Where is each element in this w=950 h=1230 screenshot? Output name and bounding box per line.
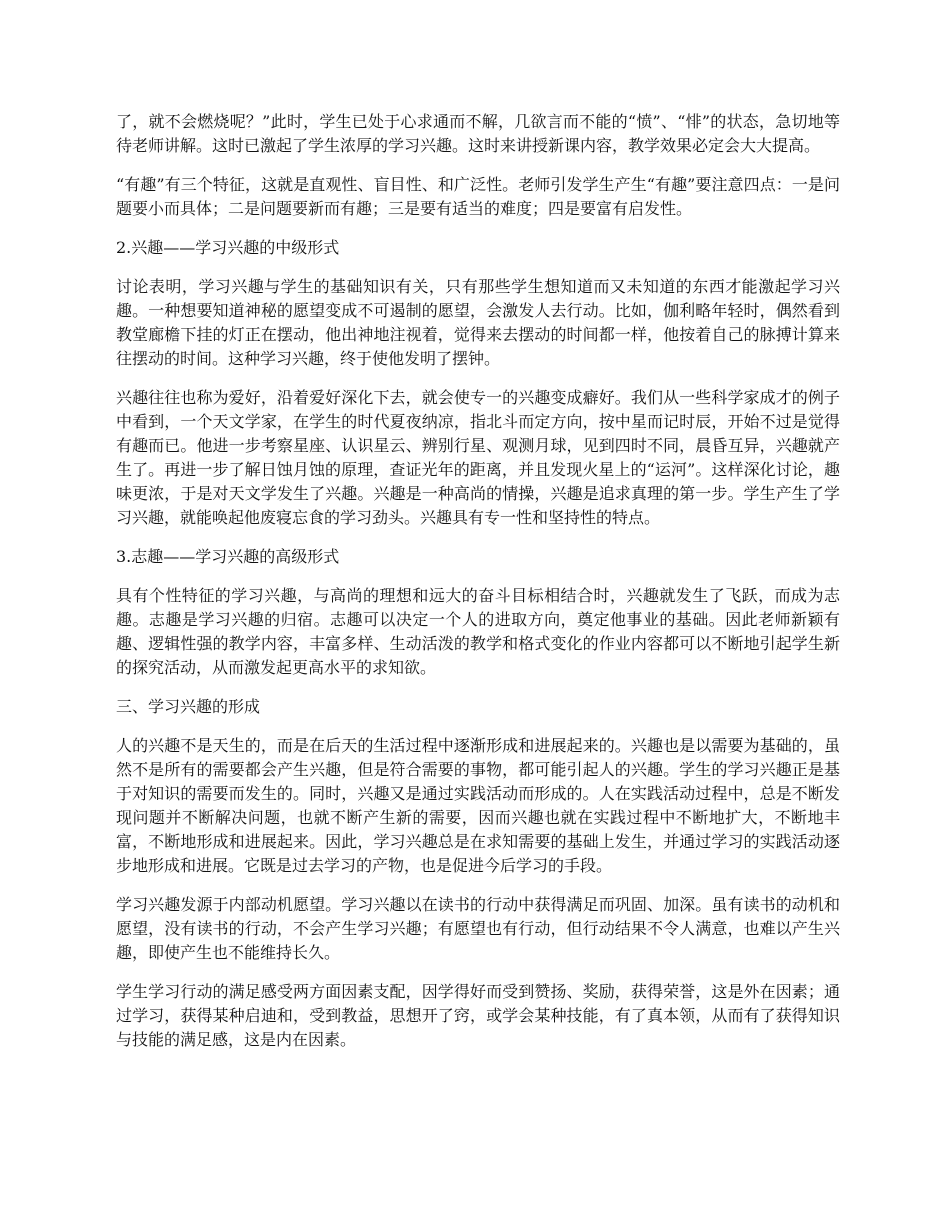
paragraph: 学生学习行动的满足感受两方面因素支配，因学得好而受到赞扬、奖励，获得荣誉，这是外在因素；通过学习，获得某种启迪和，受到教益，思想开了窍，或学会某种技能，有了真本领，从而有了获得知识与技能的满足感，这是内在因素。 [116, 982, 840, 1049]
paragraph: 学习兴趣发源于内部动机愿望。学习兴趣以在读书的行动中获得满足而巩固、加深。虽有读书的动机和愿望，没有读书的行动，不会产生学习兴趣；有愿望也有行动，但行动结果不令人满意，也难以产生兴趣，即使产生也不能维持长久。 [116, 895, 840, 962]
section-heading: 3.志趣——学习兴趣的高级形式 [116, 547, 340, 566]
paragraph: 兴趣往往也称为爱好，沿着爱好深化下去，就会使专一的兴趣变成癖好。我们从一些科学家成才的例子中看到，一个天文学家，在学生的时代夏夜纳凉，指北斗而定方向，按中星而记时辰，开始不过是觉得有趣而已。他进一步考察星座、认识星云、辨别行星、观测月球，见到四时不同，晨昏互异，兴趣就产生了。再进一步了解日蚀月蚀的原理，查证光年的距离，并且发现火星上的“运河”。这样深化讨论，趣味更浓，于是对天文学发生了兴趣。兴趣是一种高尚的情操，兴趣是追求真理的第一步。学生产生了学习兴趣，就能唤起他废寝忘食的学习劲头。兴趣具有专一性和坚持性的特点。 [116, 388, 840, 527]
paragraph: 讨论表明，学习兴趣与学生的基础知识有关，只有那些学生想知道而又未知道的东西才能激起学习兴趣。一种想要知道神秘的愿望变成不可遏制的愿望，会激发人去行动。比如，伽利略年轻时，偶然看到教堂廊檐下挂的灯正在摆动，他出神地注视着，觉得来去摆动的时间都一样，他按着自己的脉搏计算来往摆动的时间。这种学习兴趣，终于使他发明了摆钟。 [116, 277, 840, 368]
paragraph: 具有个性特征的学习兴趣，与高尚的理想和远大的奋斗目标相结合时，兴趣就发生了飞跃，而成为志趣。志趣是学习兴趣的归宿。志趣可以决定一个人的进取方向，奠定他事业的基础。因此老师新颖有趣、逻辑性强的教学内容，丰富多样、生动活泼的教学和格式变化的作业内容都可以不断地引起学生新的探究活动，从而激发起更高水平的求知欲。 [116, 586, 840, 677]
paragraph: 人的兴趣不是天生的，而是在后天的生活过程中逐渐形成和进展起来的。兴趣也是以需要为基础的，虽然不是所有的需要都会产生兴趣，但是符合需要的事物，都可能引起人的兴趣。学生的学习兴趣正是基于对知识的需要而发生的。同时，兴趣又是通过实践活动而形成的。人在实践活动过程中，总是不断发现问题并不断解决问题，也就不断产生新的需要，因而兴趣也就在实践过程中不断地扩大，不断地丰富，不断地形成和进展起来。因此，学习兴趣总是在求知需要的基础上发生，并通过学习的实践活动逐步地形成和进展。它既是过去学习的产物，也是促进今后学习的手段。 [116, 736, 840, 875]
paragraph: “有趣”有三个特征，这就是直观性、盲目性、和广泛性。老师引发学生产生“有趣”要注意四点：一是问题要小而具体；二是问题要新而有趣；三是要有适当的难度；四是要富有启发性。 [116, 175, 840, 218]
document-body [116, 110, 840, 1067]
section-heading: 三、学习兴趣的形成 [116, 697, 261, 716]
section-heading: 2.兴趣——学习兴趣的中级形式 [116, 238, 340, 257]
paragraph: 了，就不会燃烧呢？”此时，学生已处于心求通而不解，几欲言而不能的“愤”、“悱”的状态，急切地等待老师讲解。这时已激起了学生浓厚的学习兴趣。这时来讲授新课内容，教学效果必定会大大提高。 [116, 112, 840, 155]
